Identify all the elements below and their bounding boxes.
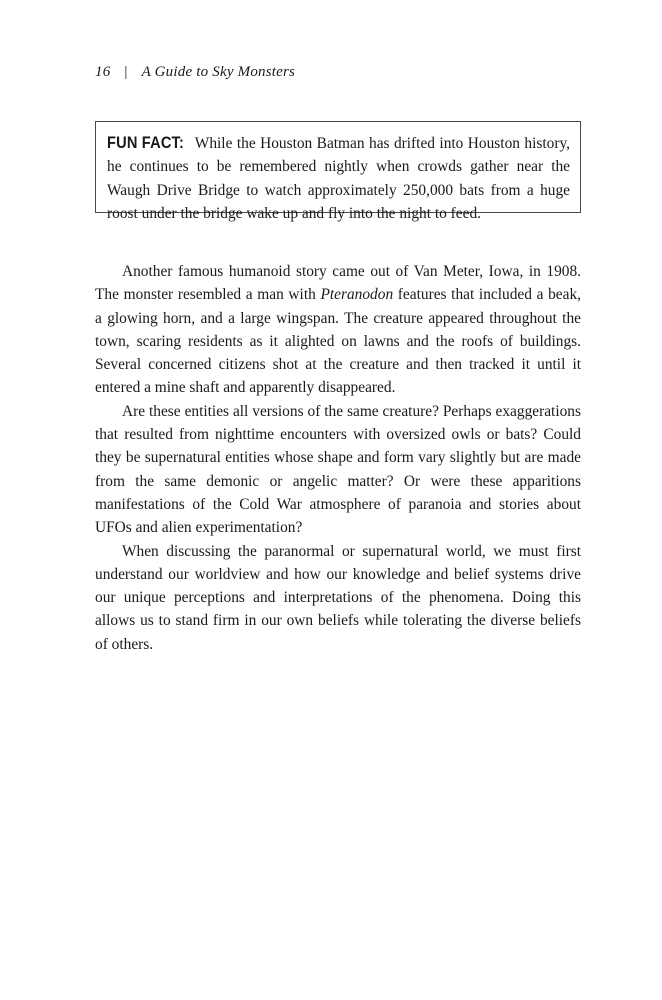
page-number: 16 bbox=[95, 64, 111, 80]
paragraph-2: Are these entities all versions of the same creature? Perhaps exaggerations that resulted from nighttime encounters with oversized owls or bats? Could they be supernatural entities whose shape and form vary slightly but are made from the same demonic or angelic matter? Or were these apparitions manifestations of the Cold War atmosphere of paranoia and stories about UFOs and alien experimentation? bbox=[95, 402, 581, 537]
header-separator: | bbox=[124, 64, 128, 80]
paragraph-3: When discussing the paranormal or supernatural world, we must first understand our worldview and how our knowledge and belief systems drive our unique perceptions and interpretations of the phenomena. Doing this allows us to stand firm in our own beliefs while tolerating the diverse beliefs of others. bbox=[95, 542, 581, 653]
paragraph-1 bbox=[95, 260, 581, 400]
paragraph-1-before: Another famous humanoid story came out of Van Meter, Iowa, in 1908. The monster resembled a man with bbox=[95, 263, 581, 304]
fun-fact-box bbox=[95, 121, 581, 222]
fun-fact-label: FUN FACT: bbox=[107, 133, 185, 152]
fun-fact-text: While the Houston Batman has drifted into Houston history, he continues to be remembered nightly when crowds gather near the Waugh Drive Bridge to watch approximately 250,000 bats from a huge roost under the bridge wake up and fly into the night to feed. bbox=[107, 135, 570, 222]
paragraph-1-italic: Pteranodon bbox=[320, 286, 394, 304]
paragraph-1-after: features that included a beak, a glowing horn, and a large wingspan. The creature appeared throughout the town, scaring residents as it alighted on lawns and the roofs of buildings. Several concerned citizens shot at the creature and then tracked it until it entered a mine shaft and apparently disappeared. bbox=[95, 286, 581, 397]
body-text bbox=[95, 260, 581, 656]
book-title: A Guide to Sky Monsters bbox=[141, 64, 296, 80]
running-head bbox=[95, 64, 295, 81]
